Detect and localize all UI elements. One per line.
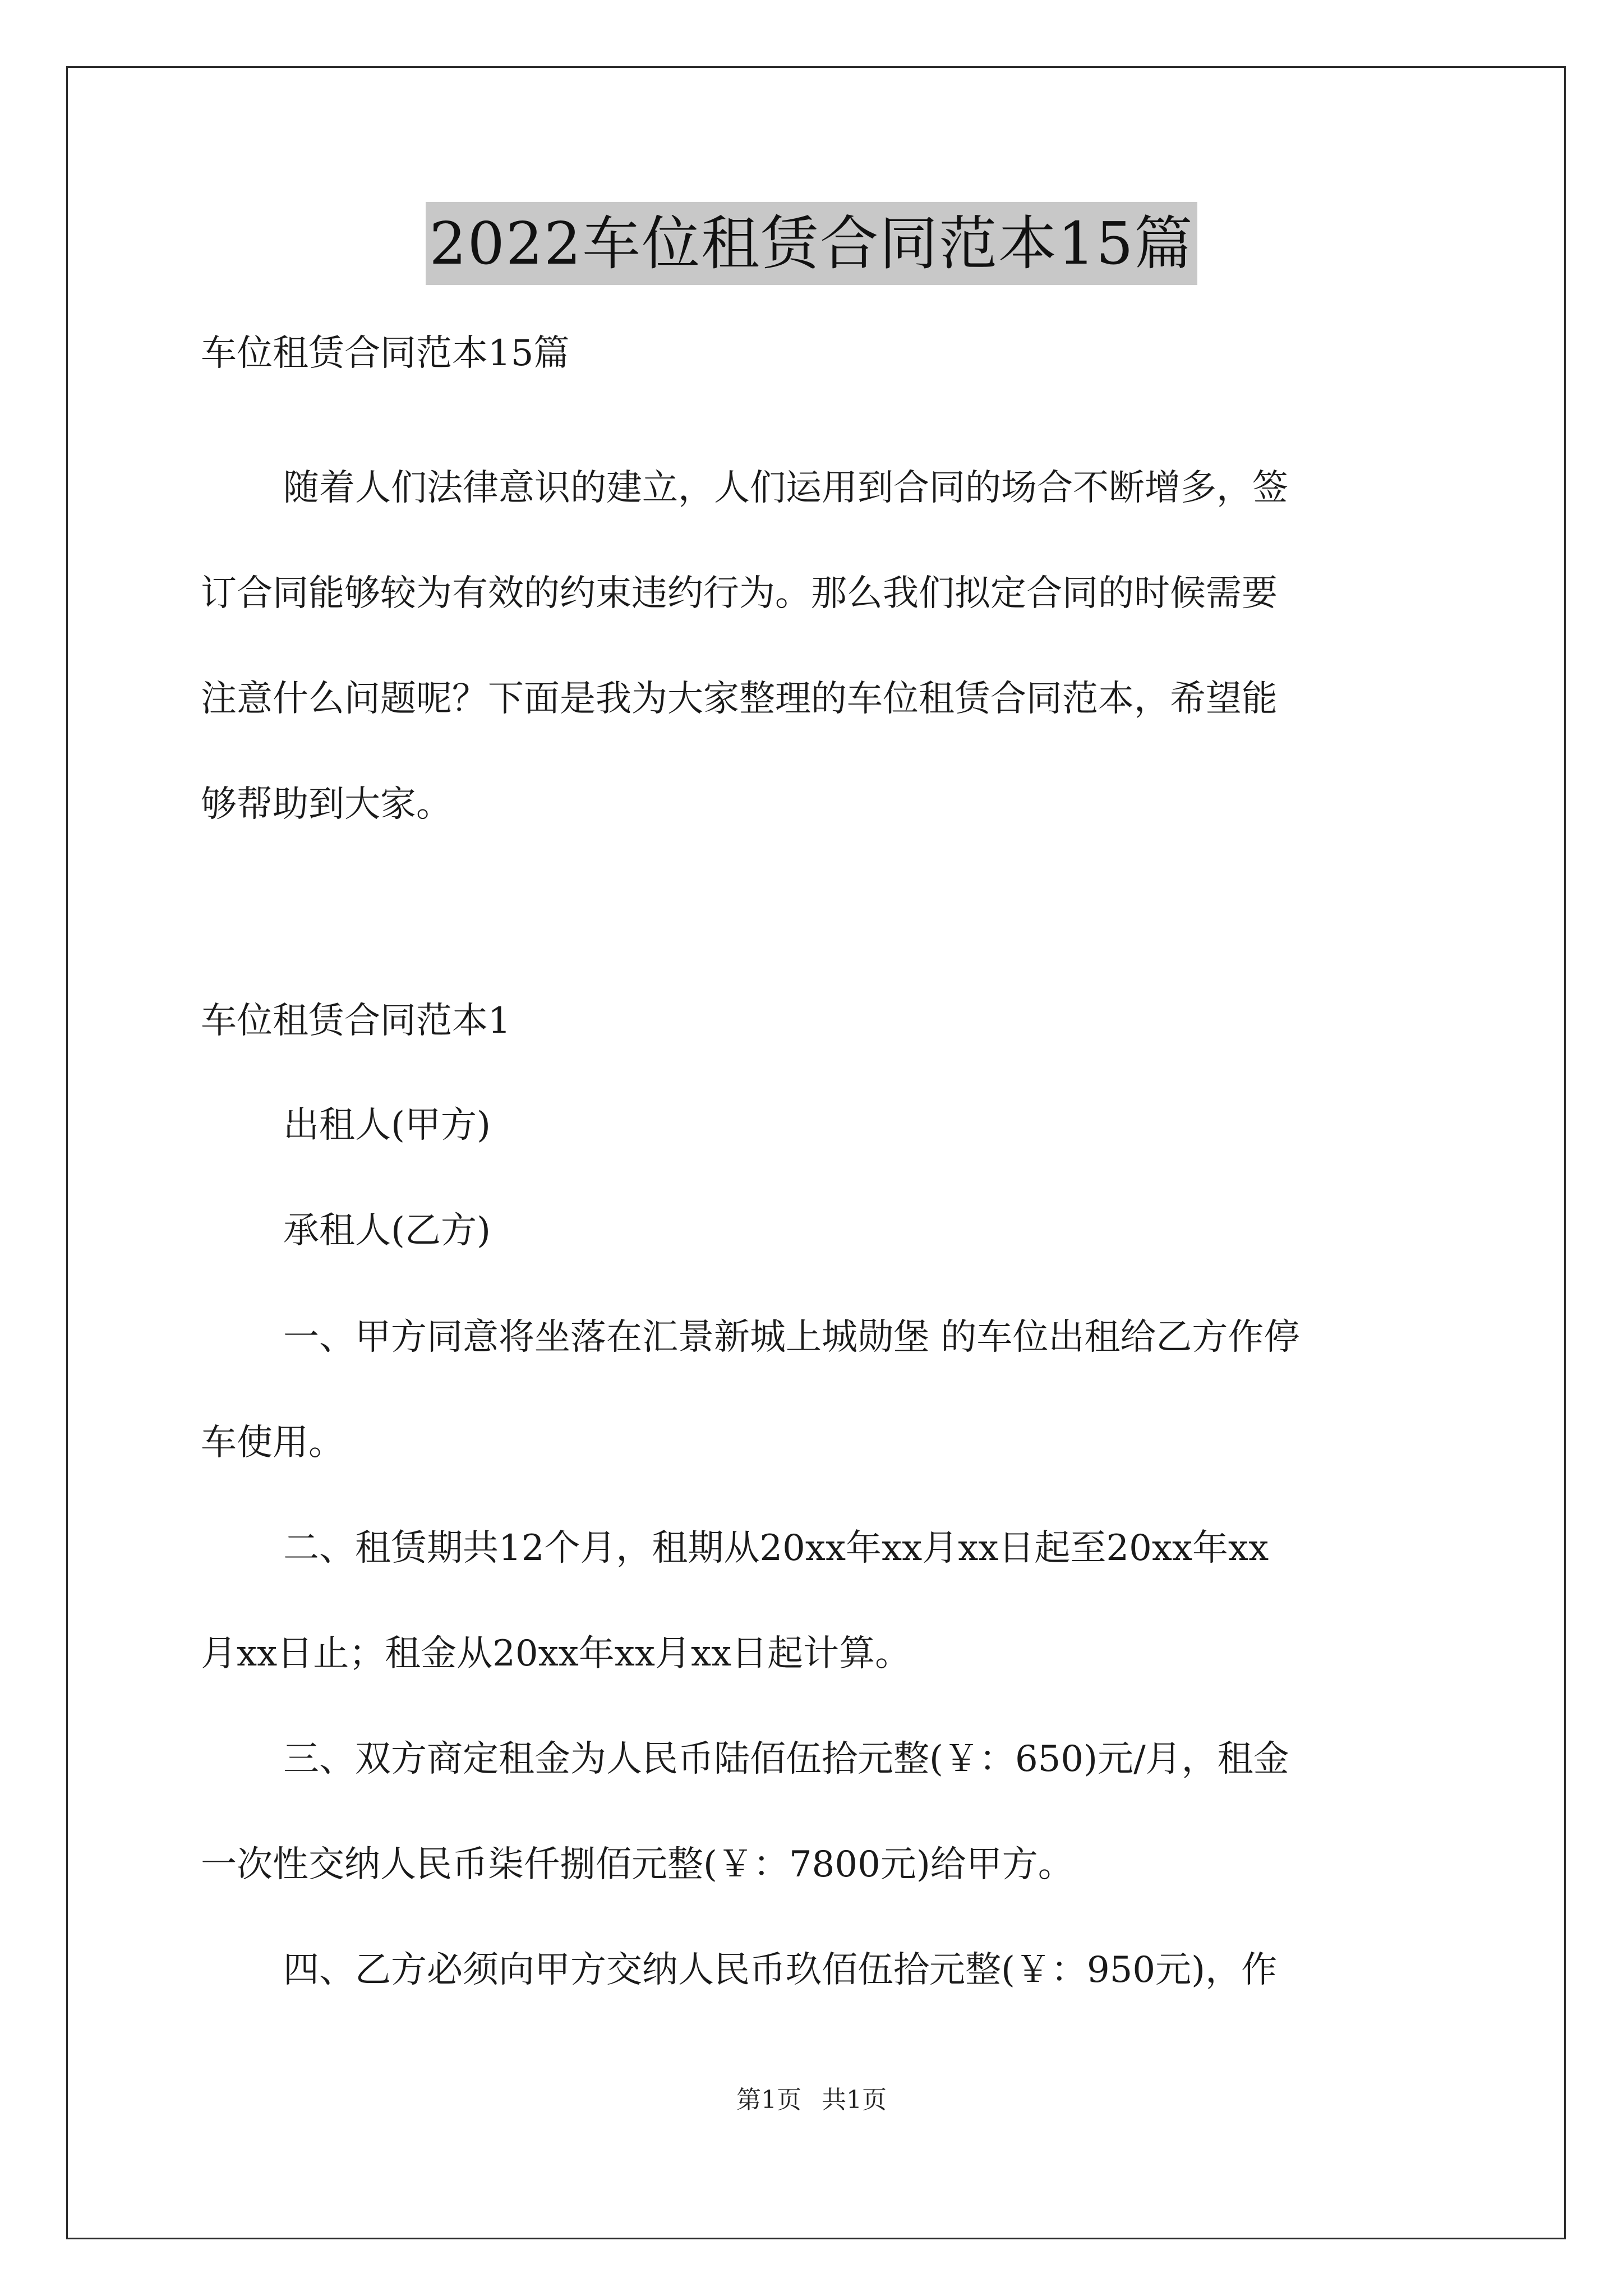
title-container [0, 202, 1623, 285]
document-title: 2022车位租赁合同范本15篇 [426, 202, 1197, 285]
clause-line: 月xx日止；租金从20xx年xx月xx日起计算。 [201, 1633, 911, 1674]
clause-line: 二、租赁期共12个月，租期从20xx年xx月xx日起至20xx年xx [283, 1527, 1269, 1569]
clause-line: 四、乙方必须向甲方交纳人民币玖佰伍拾元整(￥：950元)，作 [283, 1949, 1278, 1991]
party-a-line: 出租人(甲方) [283, 1105, 491, 1146]
clause-line: 三、双方商定租金为人民币陆佰伍拾元整(￥：650)元/月，租金 [283, 1738, 1289, 1780]
paragraph-line: 注意什么问题呢？下面是我为大家整理的车位租赁合同范本，希望能 [201, 678, 1278, 720]
page-number: 第1页 [736, 2086, 801, 2114]
clause-line: 一、甲方同意将坐落在汇景新城上城勋堡 的车位出租给乙方作停 [283, 1317, 1300, 1358]
subtitle-line: 车位租赁合同范本15篇 [201, 333, 570, 374]
page-border [66, 66, 1566, 2239]
clause-line: 车使用。 [201, 1422, 344, 1464]
party-b-line: 承租人(乙方) [283, 1210, 491, 1251]
section-heading: 车位租赁合同范本1 [201, 1000, 511, 1042]
clause-line: 一次性交纳人民币柒仟捌佰元整(￥：7800元)给甲方。 [201, 1844, 1074, 1885]
page-footer [0, 2085, 1623, 2116]
paragraph-line: 随着人们法律意识的建立，人们运用到合同的场合不断增多，签 [283, 467, 1288, 509]
paragraph-line: 够帮助到大家。 [201, 784, 452, 825]
page-total: 共1页 [822, 2086, 887, 2114]
paragraph-line: 订合同能够较为有效的约束违约行为。那么我们拟定合同的时候需要 [201, 573, 1278, 614]
